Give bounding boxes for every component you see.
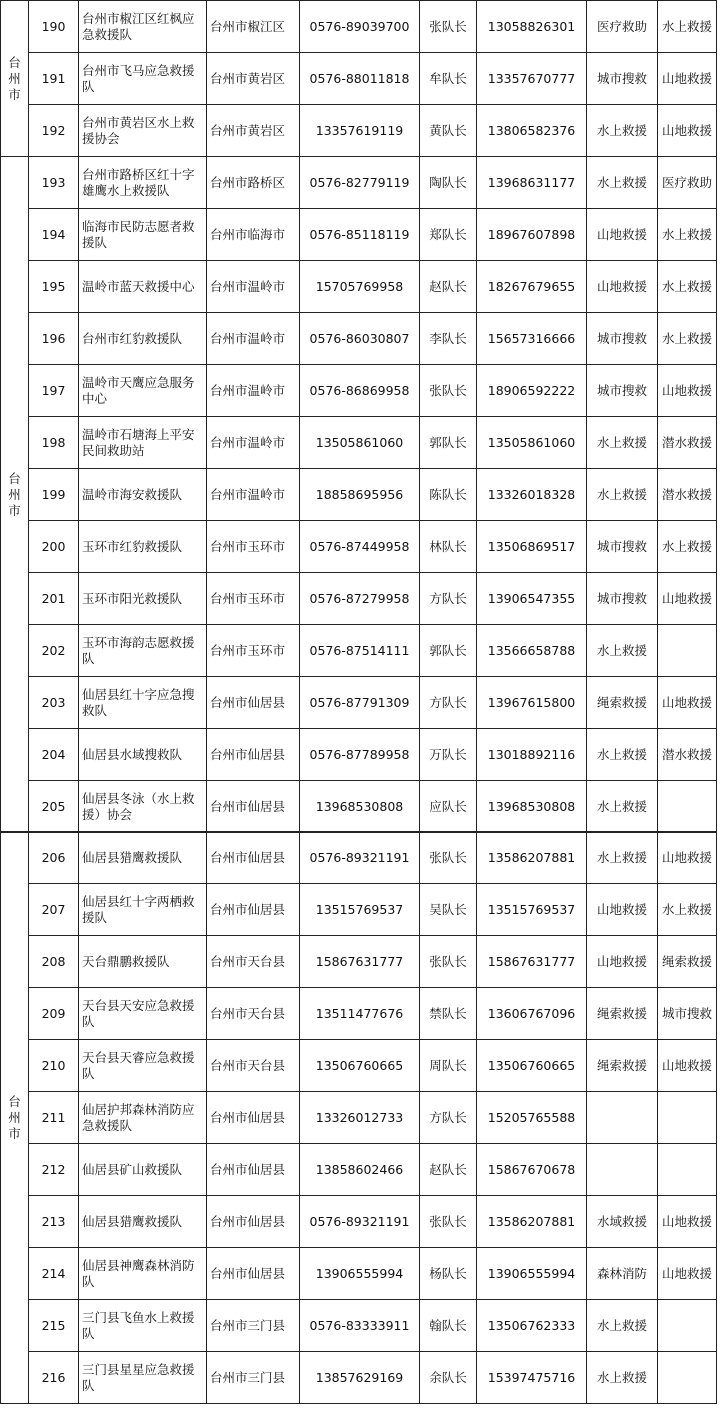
- rescue-type-primary: 山地救援: [587, 936, 658, 988]
- rescue-type-primary: 山地救援: [587, 209, 658, 261]
- team-phone: 13326012733: [300, 1092, 420, 1144]
- team-region: 台州市温岭市: [207, 313, 300, 365]
- team-mobile: 18967607898: [477, 209, 587, 261]
- table-row: [1, 469, 717, 521]
- rescue-type-secondary: 水上救援: [658, 209, 717, 261]
- team-name: 临海市民防志愿者救援队: [79, 209, 207, 261]
- team-name: 玉环市阳光救援队: [79, 573, 207, 625]
- team-name: 温岭市海安救援队: [79, 469, 207, 521]
- rescue-type-primary: 山地救援: [587, 884, 658, 936]
- rescue-type-secondary: 山地救援: [658, 677, 717, 729]
- team-mobile: 13506869517: [477, 521, 587, 573]
- team-name: 仙居护邦森林消防应急救援队: [79, 1092, 207, 1144]
- team-mobile: 15205765588: [477, 1092, 587, 1144]
- table-row: [1, 1300, 717, 1352]
- rescue-type-primary: 城市搜救: [587, 53, 658, 105]
- team-region: 台州市三门县: [207, 1352, 300, 1404]
- team-phone: 13906555994: [300, 1248, 420, 1300]
- team-mobile: 13357670777: [477, 53, 587, 105]
- team-region: 台州市玉环市: [207, 625, 300, 677]
- table-row: [1, 105, 717, 157]
- row-number: 198: [29, 417, 79, 469]
- team-phone: 13858602466: [300, 1144, 420, 1196]
- row-number: 193: [29, 157, 79, 209]
- row-number: 203: [29, 677, 79, 729]
- team-mobile: 15397475716: [477, 1352, 587, 1404]
- team-phone: 13968530808: [300, 781, 420, 833]
- table-row: [1, 884, 717, 936]
- team-leader: 应队长: [420, 781, 477, 833]
- table-row: [1, 729, 717, 781]
- team-mobile: 13967615800: [477, 677, 587, 729]
- rescue-type-primary: 医疗救助: [587, 1, 658, 53]
- team-name: 台州市飞马应急救援队: [79, 53, 207, 105]
- row-number: 196: [29, 313, 79, 365]
- team-phone: 0576-86869958: [300, 365, 420, 417]
- team-leader: 方队长: [420, 573, 477, 625]
- team-name: 仙居县矿山救援队: [79, 1144, 207, 1196]
- row-number: 214: [29, 1248, 79, 1300]
- rescue-type-primary: 水上救援: [587, 1300, 658, 1352]
- row-number: 209: [29, 988, 79, 1040]
- table-row: [1, 261, 717, 313]
- team-phone: 15705769958: [300, 261, 420, 313]
- rescue-type-primary: 水域救援: [587, 1196, 658, 1248]
- team-phone: 13357619119: [300, 105, 420, 157]
- rescue-type-primary: 绳索救援: [587, 677, 658, 729]
- team-name: 温岭市蓝天救援中心: [79, 261, 207, 313]
- team-phone: 13505861060: [300, 417, 420, 469]
- team-phone: 0576-89039700: [300, 1, 420, 53]
- team-name: 仙居县冬泳（水上救援）协会: [79, 781, 207, 833]
- team-name: 三门县星星应急救援队: [79, 1352, 207, 1404]
- team-leader: 周队长: [420, 1040, 477, 1092]
- rescue-type-primary: 水上救援: [587, 625, 658, 677]
- rescue-type-primary: 城市搜救: [587, 365, 658, 417]
- team-region: 台州市仙居县: [207, 1248, 300, 1300]
- team-region: 台州市路桥区: [207, 157, 300, 209]
- rescue-type-primary: 水上救援: [587, 105, 658, 157]
- team-phone: 0576-85118119: [300, 209, 420, 261]
- team-phone: 0576-83333911: [300, 1300, 420, 1352]
- city-label: [1, 832, 29, 1404]
- team-leader: 陶队长: [420, 157, 477, 209]
- team-region: 台州市临海市: [207, 209, 300, 261]
- team-mobile: 13906555994: [477, 1248, 587, 1300]
- table-row: [1, 157, 717, 209]
- team-leader: 张队长: [420, 1196, 477, 1248]
- rescue-type-secondary: 潜水救援: [658, 417, 717, 469]
- team-phone: 13511477676: [300, 988, 420, 1040]
- team-mobile: 13586207881: [477, 1196, 587, 1248]
- rescue-type-primary: 绳索救援: [587, 988, 658, 1040]
- team-mobile: 13606767096: [477, 988, 587, 1040]
- rescue-type-secondary: 潜水救援: [658, 729, 717, 781]
- table-row: [1, 417, 717, 469]
- team-leader: 张队长: [420, 365, 477, 417]
- rescue-type-secondary: 水上救援: [658, 261, 717, 313]
- table-row: [1, 1, 717, 53]
- team-leader: 林队长: [420, 521, 477, 573]
- rescue-type-secondary: 山地救援: [658, 105, 717, 157]
- row-number: 210: [29, 1040, 79, 1092]
- table-row: [1, 53, 717, 105]
- team-phone: 13515769537: [300, 884, 420, 936]
- team-phone: 0576-82779119: [300, 157, 420, 209]
- row-number: 211: [29, 1092, 79, 1144]
- team-region: 台州市仙居县: [207, 781, 300, 833]
- team-region: 台州市天台县: [207, 936, 300, 988]
- row-number: 190: [29, 1, 79, 53]
- rescue-type-secondary: [658, 1092, 717, 1144]
- rescue-type-primary: 城市搜救: [587, 313, 658, 365]
- team-name: 玉环市海韵志愿救援队: [79, 625, 207, 677]
- rescue-type-secondary: 山地救援: [658, 1248, 717, 1300]
- team-leader: 余队长: [420, 1352, 477, 1404]
- team-region: 台州市天台县: [207, 1040, 300, 1092]
- team-phone: 0576-88011818: [300, 53, 420, 105]
- directory-section-1: [0, 0, 717, 157]
- team-phone: 13857629169: [300, 1352, 420, 1404]
- table-row: [1, 1144, 717, 1196]
- table-row: [1, 1248, 717, 1300]
- team-region: 台州市温岭市: [207, 365, 300, 417]
- rescue-type-primary: [587, 1144, 658, 1196]
- rescue-type-secondary: 山地救援: [658, 832, 717, 884]
- row-number: 204: [29, 729, 79, 781]
- row-number: 213: [29, 1196, 79, 1248]
- team-region: 台州市仙居县: [207, 1144, 300, 1196]
- team-name: 仙居县猎鹰救援队: [79, 832, 207, 884]
- team-mobile: 13968631177: [477, 157, 587, 209]
- table-row: [1, 573, 717, 625]
- rescue-type-primary: 城市搜救: [587, 521, 658, 573]
- team-region: 台州市仙居县: [207, 884, 300, 936]
- rescue-type-secondary: 水上救援: [658, 521, 717, 573]
- team-mobile: 13968530808: [477, 781, 587, 833]
- row-number: 207: [29, 884, 79, 936]
- team-phone: 18858695956: [300, 469, 420, 521]
- rescue-type-secondary: 山地救援: [658, 53, 717, 105]
- team-mobile: 13506762333: [477, 1300, 587, 1352]
- team-mobile: 18906592222: [477, 365, 587, 417]
- team-phone: 0576-87449958: [300, 521, 420, 573]
- table-row: [1, 1092, 717, 1144]
- team-phone: 0576-87791309: [300, 677, 420, 729]
- team-leader: 禁队长: [420, 988, 477, 1040]
- team-name: 仙居县水域搜救队: [79, 729, 207, 781]
- team-leader: 黄队长: [420, 105, 477, 157]
- rescue-type-secondary: 潜水救援: [658, 469, 717, 521]
- table-row: [1, 365, 717, 417]
- team-phone: 0576-87514111: [300, 625, 420, 677]
- team-name: 仙居县红十字应急搜救队: [79, 677, 207, 729]
- team-leader: 赵队长: [420, 261, 477, 313]
- rescue-type-primary: 水上救援: [587, 729, 658, 781]
- team-phone: 0576-89321191: [300, 832, 420, 884]
- rescue-type-primary: [587, 1092, 658, 1144]
- team-mobile: 13505861060: [477, 417, 587, 469]
- rescue-type-secondary: 水上救援: [658, 1, 717, 53]
- table-row: [1, 677, 717, 729]
- team-phone: 0576-86030807: [300, 313, 420, 365]
- team-leader: 郭队长: [420, 417, 477, 469]
- rescue-type-secondary: 山地救援: [658, 365, 717, 417]
- team-phone: 13506760665: [300, 1040, 420, 1092]
- team-leader: 陈队长: [420, 469, 477, 521]
- table-row: [1, 1040, 717, 1092]
- team-leader: 翰队长: [420, 1300, 477, 1352]
- team-name: 台州市红豹救援队: [79, 313, 207, 365]
- rescue-type-secondary: [658, 625, 717, 677]
- team-leader: 郑队长: [420, 209, 477, 261]
- team-region: 台州市温岭市: [207, 417, 300, 469]
- row-number: 212: [29, 1144, 79, 1196]
- team-leader: 郭队长: [420, 625, 477, 677]
- rescue-type-primary: 绳索救援: [587, 1040, 658, 1092]
- table-row: [1, 936, 717, 988]
- table-row: [1, 521, 717, 573]
- rescue-type-secondary: 山地救援: [658, 1196, 717, 1248]
- team-region: 台州市温岭市: [207, 261, 300, 313]
- rescue-type-primary: 森林消防: [587, 1248, 658, 1300]
- row-number: 194: [29, 209, 79, 261]
- team-mobile: 18267679655: [477, 261, 587, 313]
- row-number: 215: [29, 1300, 79, 1352]
- team-name: 玉环市红豹救援队: [79, 521, 207, 573]
- rescue-type-secondary: 水上救援: [658, 884, 717, 936]
- rescue-type-secondary: 水上救援: [658, 313, 717, 365]
- team-name: 台州市路桥区红十字雄鹰水上救援队: [79, 157, 207, 209]
- rescue-type-primary: 水上救援: [587, 832, 658, 884]
- row-number: 191: [29, 53, 79, 105]
- rescue-type-secondary: [658, 781, 717, 833]
- table-row: [1, 313, 717, 365]
- team-name: 仙居县猎鹰救援队: [79, 1196, 207, 1248]
- team-phone: 0576-87279958: [300, 573, 420, 625]
- team-region: 台州市玉环市: [207, 573, 300, 625]
- row-number: 200: [29, 521, 79, 573]
- row-number: 208: [29, 936, 79, 988]
- team-phone: 0576-89321191: [300, 1196, 420, 1248]
- team-phone: 15867631777: [300, 936, 420, 988]
- team-region: 台州市三门县: [207, 1300, 300, 1352]
- team-region: 台州市仙居县: [207, 729, 300, 781]
- team-mobile: 15867631777: [477, 936, 587, 988]
- row-number: 192: [29, 105, 79, 157]
- team-region: 台州市仙居县: [207, 832, 300, 884]
- team-mobile: 13586207881: [477, 832, 587, 884]
- row-number: 216: [29, 1352, 79, 1404]
- rescue-type-primary: 水上救援: [587, 417, 658, 469]
- team-leader: 张队长: [420, 1, 477, 53]
- team-leader: 张队长: [420, 936, 477, 988]
- team-name: 天台县天睿应急救援队: [79, 1040, 207, 1092]
- team-leader: 牟队长: [420, 53, 477, 105]
- team-region: 台州市玉环市: [207, 521, 300, 573]
- rescue-type-secondary: 山地救援: [658, 573, 717, 625]
- table-row: [1, 1352, 717, 1404]
- team-mobile: 13806582376: [477, 105, 587, 157]
- rescue-type-primary: 水上救援: [587, 157, 658, 209]
- row-number: 197: [29, 365, 79, 417]
- directory-section-3: [0, 831, 717, 1404]
- team-mobile: 15657316666: [477, 313, 587, 365]
- table-row: [1, 832, 717, 884]
- team-name: 台州市椒江区红枫应急救援队: [79, 1, 207, 53]
- team-name: 仙居县红十字两栖救援队: [79, 884, 207, 936]
- city-label: [1, 157, 29, 833]
- team-mobile: 15867670678: [477, 1144, 587, 1196]
- team-leader: 杨队长: [420, 1248, 477, 1300]
- team-region: 台州市仙居县: [207, 1092, 300, 1144]
- rescue-type-primary: 水上救援: [587, 469, 658, 521]
- team-mobile: 13506760665: [477, 1040, 587, 1092]
- rescue-type-secondary: [658, 1144, 717, 1196]
- rescue-type-primary: 山地救援: [587, 261, 658, 313]
- team-region: 台州市仙居县: [207, 1196, 300, 1248]
- team-name: 天台县天安应急救援队: [79, 988, 207, 1040]
- team-mobile: 13058826301: [477, 1, 587, 53]
- rescue-type-secondary: 城市搜救: [658, 988, 717, 1040]
- rescue-type-secondary: [658, 1300, 717, 1352]
- team-name: 温岭市石塘海上平安民间救助站: [79, 417, 207, 469]
- row-number: 199: [29, 469, 79, 521]
- team-name: 台州市黄岩区水上救援协会: [79, 105, 207, 157]
- team-leader: 张队长: [420, 832, 477, 884]
- team-leader: 吴队长: [420, 884, 477, 936]
- row-number: 195: [29, 261, 79, 313]
- team-name: 三门县飞鱼水上救援队: [79, 1300, 207, 1352]
- table-row: [1, 781, 717, 833]
- table-row: [1, 1196, 717, 1248]
- team-leader: 方队长: [420, 677, 477, 729]
- row-number: 201: [29, 573, 79, 625]
- row-number: 202: [29, 625, 79, 677]
- team-leader: 李队长: [420, 313, 477, 365]
- table-row: [1, 988, 717, 1040]
- row-number: 205: [29, 781, 79, 833]
- team-mobile: 13515769537: [477, 884, 587, 936]
- team-name: 温岭市天鹰应急服务中心: [79, 365, 207, 417]
- team-leader: 万队长: [420, 729, 477, 781]
- city-name: 台州市: [8, 470, 21, 518]
- team-mobile: 13566658788: [477, 625, 587, 677]
- city-label: [1, 1, 29, 157]
- team-region: 台州市仙居县: [207, 677, 300, 729]
- rescue-type-secondary: [658, 1352, 717, 1404]
- rescue-type-primary: 水上救援: [587, 1352, 658, 1404]
- team-mobile: 13326018328: [477, 469, 587, 521]
- row-number: 206: [29, 832, 79, 884]
- team-leader: 赵队长: [420, 1144, 477, 1196]
- table-row: [1, 209, 717, 261]
- rescue-type-secondary: 山地救援: [658, 1040, 717, 1092]
- rescue-type-secondary: 绳索救援: [658, 936, 717, 988]
- team-name: 天台鼎鹏救援队: [79, 936, 207, 988]
- team-mobile: 13906547355: [477, 573, 587, 625]
- table-row: [1, 625, 717, 677]
- team-mobile: 13018892116: [477, 729, 587, 781]
- rescue-type-primary: 城市搜救: [587, 573, 658, 625]
- rescue-type-secondary: 医疗救助: [658, 157, 717, 209]
- rescue-type-primary: 水上救援: [587, 781, 658, 833]
- city-name: 台州市: [8, 54, 21, 102]
- team-region: 台州市天台县: [207, 988, 300, 1040]
- team-name: 仙居县神鹰森林消防队: [79, 1248, 207, 1300]
- team-region: 台州市椒江区: [207, 1, 300, 53]
- directory-section-2: [0, 156, 717, 833]
- team-leader: 方队长: [420, 1092, 477, 1144]
- team-region: 台州市黄岩区: [207, 53, 300, 105]
- team-region: 台州市温岭市: [207, 469, 300, 521]
- team-region: 台州市黄岩区: [207, 105, 300, 157]
- city-name: 台州市: [8, 1093, 21, 1141]
- team-phone: 0576-87789958: [300, 729, 420, 781]
